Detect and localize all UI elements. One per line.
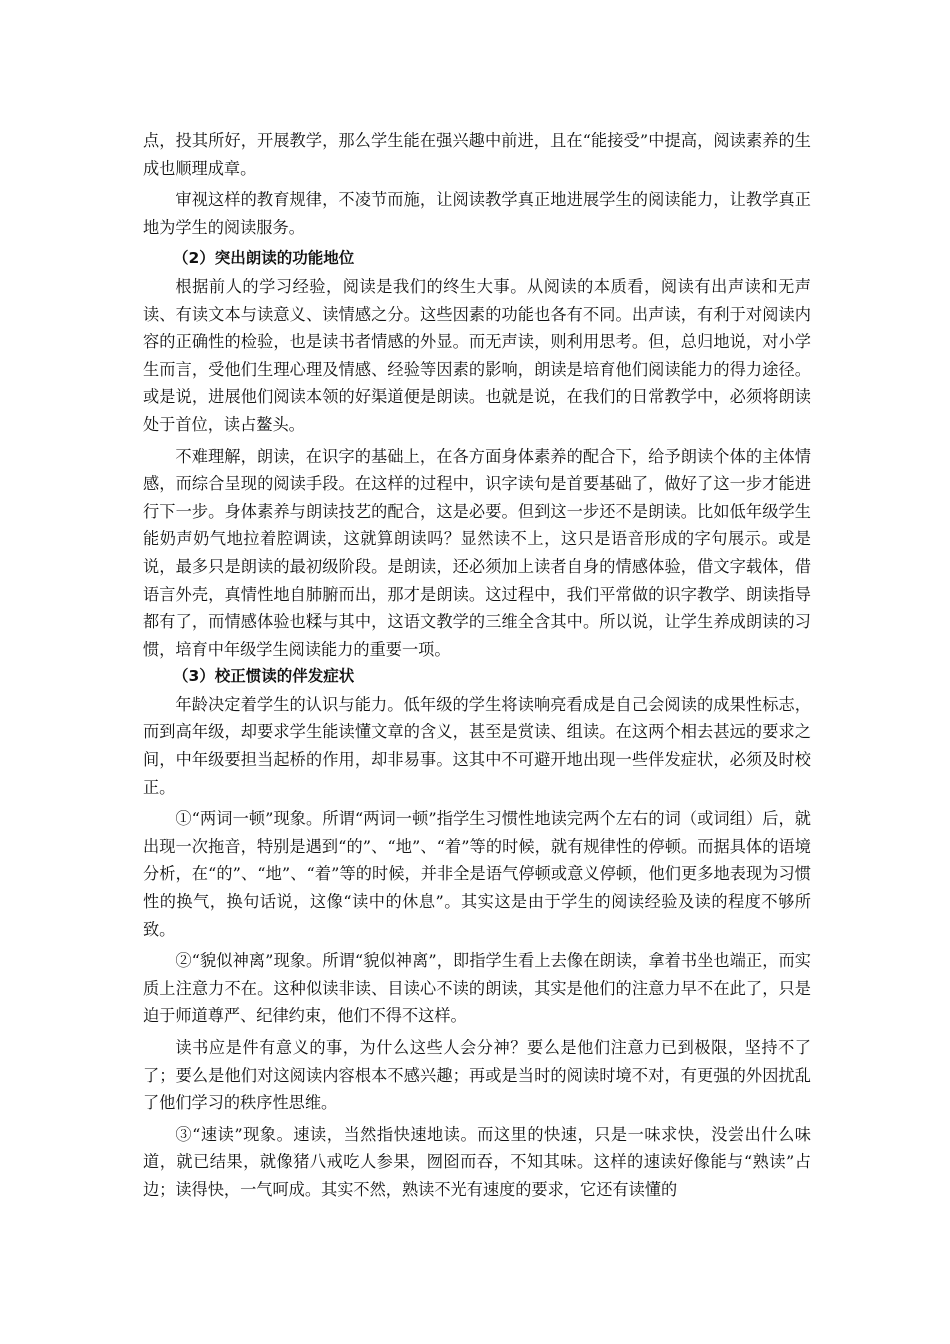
paragraph: 审视这样的教育规律，不凌节而施，让阅读教学真正地进展学生的阅读能力，让教学真正地为学生的阅读服务。: [143, 190, 811, 237]
section-heading: （3）校正惯读的伴发症状: [173, 667, 355, 686]
paragraph: 不难理解，朗读，在识字的基础上，在各方面身体素养的配合下，给予朗读个体的主体情感，而综合呈现的阅读手段。在这样的过程中，识字读句是首要基础了，做好了这一步才能进行下一步。身体素养与朗读技艺的配合，这是必要。但到这一步还不是朗读。比如低年级学生能奶声奶气地拉着腔调读，这就算朗读吗？显然读不上，这只是语音形成的字句展示。或是说，最多只是朗读的最初级阶段。是朗读，还必须加上读者自身的情感体验，借文字载体，借语言外壳，真情性地自肺腑而出，那才是朗读。这过程中，我们平常做的识字教学、朗读指导都有了，而情感体验也糅与其中，这语文教学的三维全含其中。所以说，让学生养成朗读的习惯，培育中年级学生阅读能力的重要一项。: [143, 446, 811, 659]
paragraph: ①“两词一顿”现象。所谓“两词一顿”指学生习惯性地读完两个左右的词（或词组）后，就出现一次拖音，特别是遇到“的”、“地”、“着”等的时候，就有规律性的停顿。而据具体的语境分析，在“的”、“地”、“着”等的时候，并非全是语气停顿或意义停顿，他们更多地表现为习惯性的换气，换句话说，这像“读中的休息”。其实这是由于学生的阅读经验及读的程度不够所致。: [143, 809, 811, 939]
paragraph: 根据前人的学习经验，阅读是我们的终生大事。从阅读的本质看，阅读有出声读和无声读、有读文本与读意义、读情感之分。这些因素的功能也各有不同。出声读，有利于对阅读内容的正确性的检验，也是读书者情感的外显。而无声读，则利用思考。但，总归地说，对小学生而言，受他们生理心理及情感、经验等因素的影响，朗读是培育他们阅读能力的得力途径。或是说，进展他们阅读本领的好渠道便是朗读。也就是说，在我们的日常教学中，必须将朗读处于首位，读占鳌头。: [143, 276, 811, 434]
document-body: [143, 127, 811, 1204]
paragraph: 读书应是件有意义的事，为什么这些人会分神？要么是他们注意力已到极限，坚持不了了；要么是他们对这阅读内容根本不感兴趣；再或是当时的阅读时境不对，有更强的外因扰乱了他们学习的秩序性思维。: [143, 1038, 811, 1113]
paragraph: 点，投其所好，开展教学，那么学生能在强兴趣中前进，且在“能接受”中提高，阅读素养的生成也顺理成章。: [143, 131, 811, 178]
section-heading: （2）突出朗读的功能地位: [173, 249, 355, 268]
paragraph: ③“速读”现象。速读，当然指快速地读。而这里的快速，只是一味求快，没尝出什么味道，就已结果，就像猪八戒吃人参果，囫囵而吞，不知其味。这样的速读好像能与“熟读”占边；读得快，一气呵成。其实不然，熟读不光有速度的要求，它还有读懂的: [143, 1124, 811, 1199]
paragraph: ②“貌似神离”现象。所谓“貌似神离”，即指学生看上去像在朗读，拿着书坐也端正，而实质上注意力不在。这种似读非读、目读心不读的朗读，其实是他们的注意力早不在此了，只是迫于师道尊严、纪律约束，他们不得不这样。: [143, 951, 811, 1026]
paragraph: 年龄决定着学生的认识与能力。低年级的学生将读响亮看成是自己会阅读的成果性标志，而到高年级，却要求学生能读懂文章的含义，甚至是赏读、组读。在这两个相去甚远的要求之间，中年级要担当起桥的作用，却非易事。这其中不可避开地出现一些伴发症状，必须及时校正。: [143, 694, 811, 797]
